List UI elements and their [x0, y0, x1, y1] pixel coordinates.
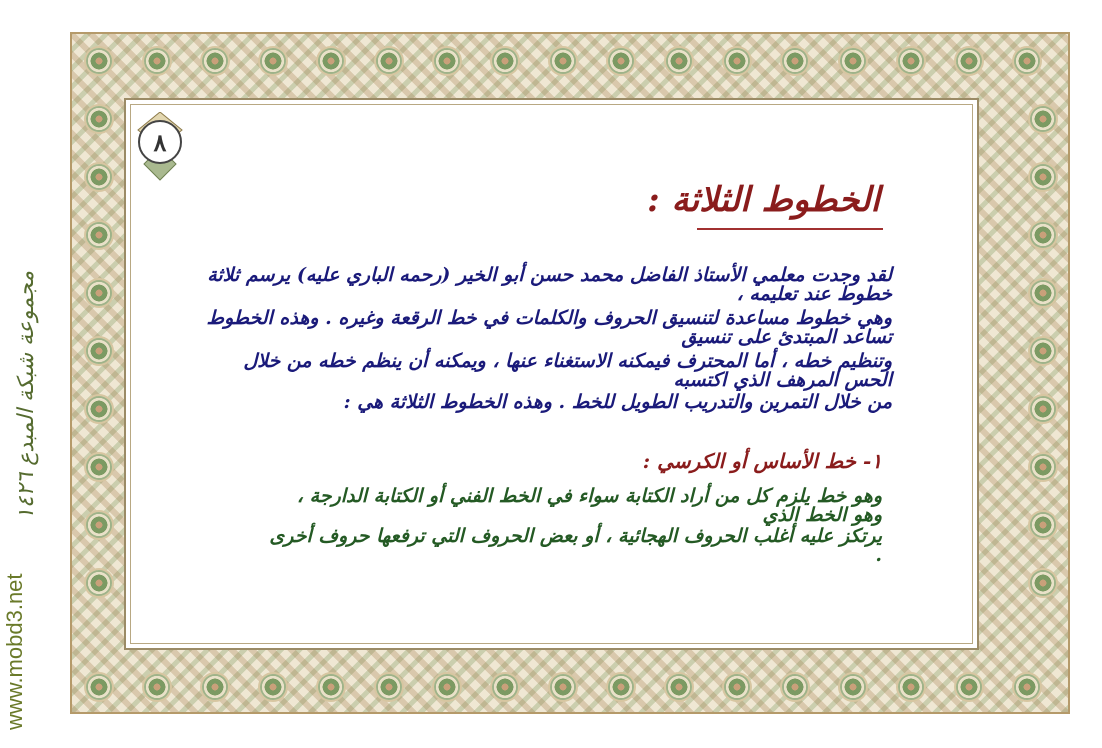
frame-rosette-icon	[492, 674, 518, 700]
frame-rosette-icon	[666, 48, 692, 74]
page-number: ٨	[153, 128, 167, 157]
section-1-line-1: وهو خط يلزم كل من أراد الكتابة سواء في الخط الفني أو الكتابة الدارجة ، وهو الخط الذي	[296, 485, 882, 526]
frame-rosette-icon	[86, 48, 112, 74]
frame-rosette-icon	[782, 48, 808, 74]
intro-line-1: لقد وجدت معلمي الأستاذ الفاضل محمد حسن أبو الخير (رحمه الباري عليه) يرسم ثلاثة خطوط عند تعليمه ،	[207, 264, 892, 305]
frame-rosette-icon	[956, 48, 982, 74]
page-number-badge	[132, 112, 188, 182]
section-1-line-2: يرتكز عليه أغلب الحروف الهجائية ، أو بعض الحروف التي ترفعها حروف أخرى .	[269, 525, 882, 566]
frame-rosette-icon	[550, 48, 576, 74]
frame-rosette-icon	[318, 48, 344, 74]
frame-rosette-icon	[144, 48, 170, 74]
frame-rosette-icon	[86, 396, 112, 422]
frame-rosette-icon	[260, 674, 286, 700]
frame-rosette-icon	[434, 48, 460, 74]
frame-rosette-icon	[376, 674, 402, 700]
section-1-title: ١- خط الأساس أو الكرسي :	[642, 449, 882, 473]
frame-rosette-icon	[666, 674, 692, 700]
frame-rosette-icon	[724, 674, 750, 700]
frame-rosette-icon	[86, 338, 112, 364]
frame-rosette-icon	[898, 674, 924, 700]
frame-rosette-icon	[1030, 338, 1056, 364]
frame-rosette-icon	[202, 48, 228, 74]
frame-rosette-icon	[86, 164, 112, 190]
intro-line-3: وتنظيم خطه ، أما المحترف فيمكنه الاستغناء عنها ، ويمكنه أن ينظم خطه من خلال الحس المرهف الذي اكتسبه	[243, 350, 892, 391]
frame-rosette-icon	[492, 48, 518, 74]
frame-rosette-icon	[550, 674, 576, 700]
site-signature: مجموعة شبكة المبدع ١٤٢٦	[14, 270, 39, 520]
page-title: الخطوط الثلاثة :	[647, 180, 880, 220]
frame-rosette-icon	[1030, 570, 1056, 596]
frame-rosette-icon	[86, 280, 112, 306]
frame-rosette-icon	[86, 674, 112, 700]
frame-rosette-icon	[782, 674, 808, 700]
frame-rosette-icon	[724, 48, 750, 74]
frame-rosette-icon	[86, 570, 112, 596]
frame-rosette-icon	[86, 454, 112, 480]
site-watermark-url: www.mobd3.net	[2, 573, 27, 730]
title-underline	[697, 228, 883, 230]
frame-rosette-icon	[1030, 164, 1056, 190]
frame-rosette-icon	[1030, 222, 1056, 248]
frame-rosette-icon	[608, 674, 634, 700]
intro-line-2: وهي خطوط مساعدة لتنسيق الحروف والكلمات في خط الرقعة وغيره . وهذه الخطوط تساعد المبتدئ على تنسيق	[206, 307, 892, 348]
frame-rosette-icon	[1014, 674, 1040, 700]
frame-rosette-icon	[898, 48, 924, 74]
frame-rosette-icon	[1030, 280, 1056, 306]
frame-rosette-icon	[260, 48, 286, 74]
frame-rosette-icon	[840, 674, 866, 700]
frame-rosette-icon	[840, 48, 866, 74]
frame-rosette-icon	[318, 674, 344, 700]
frame-rosette-icon	[376, 48, 402, 74]
frame-rosette-icon	[608, 48, 634, 74]
frame-rosette-icon	[434, 674, 460, 700]
frame-rosette-icon	[1030, 396, 1056, 422]
frame-rosette-icon	[1014, 48, 1040, 74]
frame-rosette-icon	[1030, 512, 1056, 538]
frame-rosette-icon	[144, 674, 170, 700]
intro-line-4: من خلال التمرين والتدريب الطويل للخط . وهذه الخطوط الثلاثة هي :	[343, 391, 892, 413]
frame-rosette-icon	[1030, 454, 1056, 480]
frame-rosette-icon	[1030, 106, 1056, 132]
frame-rosette-icon	[86, 222, 112, 248]
frame-rosette-icon	[202, 674, 228, 700]
frame-rosette-icon	[86, 512, 112, 538]
frame-rosette-icon	[86, 106, 112, 132]
frame-rosette-icon	[956, 674, 982, 700]
